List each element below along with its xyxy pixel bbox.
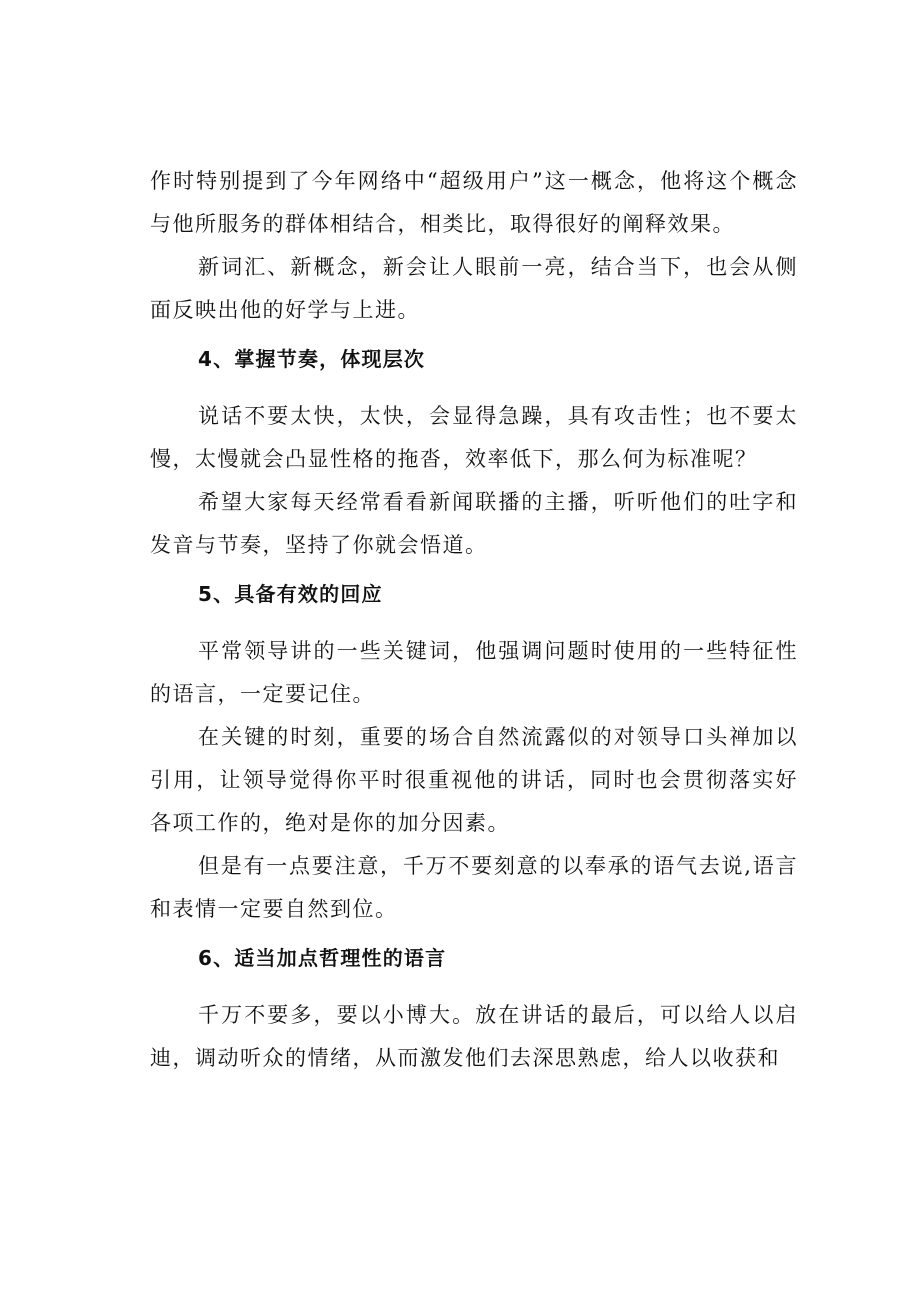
paragraph-news-anchor: 希望大家每天经常看看新闻联播的主播，听听他们的吐字和发音与节奏，坚持了你就会悟道。 xyxy=(150,490,798,557)
paragraph-key-words: 平常领导讲的一些关键词，他强调问题时使用的一些特征性的语言，一定要记住。 xyxy=(150,639,798,706)
section-heading-5: 5、具备有效的回应 xyxy=(198,582,383,606)
document-body xyxy=(150,160,798,1080)
paragraph-speaking-speed: 说话不要太快，太快，会显得急躁，具有攻击性；也不要太慢，太慢就会凸显性格的拖沓，效率低下，那么何为标准呢？ xyxy=(150,404,798,471)
paragraph-caution: 但是有一点要注意，千万不要刻意的以奉承的语气去说,语言和表情一定要自然到位。 xyxy=(150,854,798,921)
paragraph-philosophical-language: 千万不要多，要以小博大。放在讲话的最后，可以给人以启迪，调动听众的情绪，从而激发他们去深思熟虑，给人以收获和 xyxy=(150,1003,798,1070)
paragraph-key-moments: 在关键的时刻，重要的场合自然流露似的对领导口头禅加以引用，让领导觉得你平时很重视他的讲话，同时也会贯彻落实好各项工作的，绝对是你的加分因素。 xyxy=(150,725,798,835)
paragraph-super-user-concept: 作时特别提到了今年网络中“超级用户”这一概念，他将这个概念与他所服务的群体相结合，相类比，取得很好的阐释效果。 xyxy=(150,169,798,236)
section-heading-4: 4、掌握节奏，体现层次 xyxy=(198,347,426,371)
paragraph-new-vocabulary: 新词汇、新概念，新会让人眼前一亮，结合当下，也会从侧面反映出他的好学与上进。 xyxy=(150,255,798,322)
section-heading-6: 6、适当加点哲理性的语言 xyxy=(198,946,447,970)
